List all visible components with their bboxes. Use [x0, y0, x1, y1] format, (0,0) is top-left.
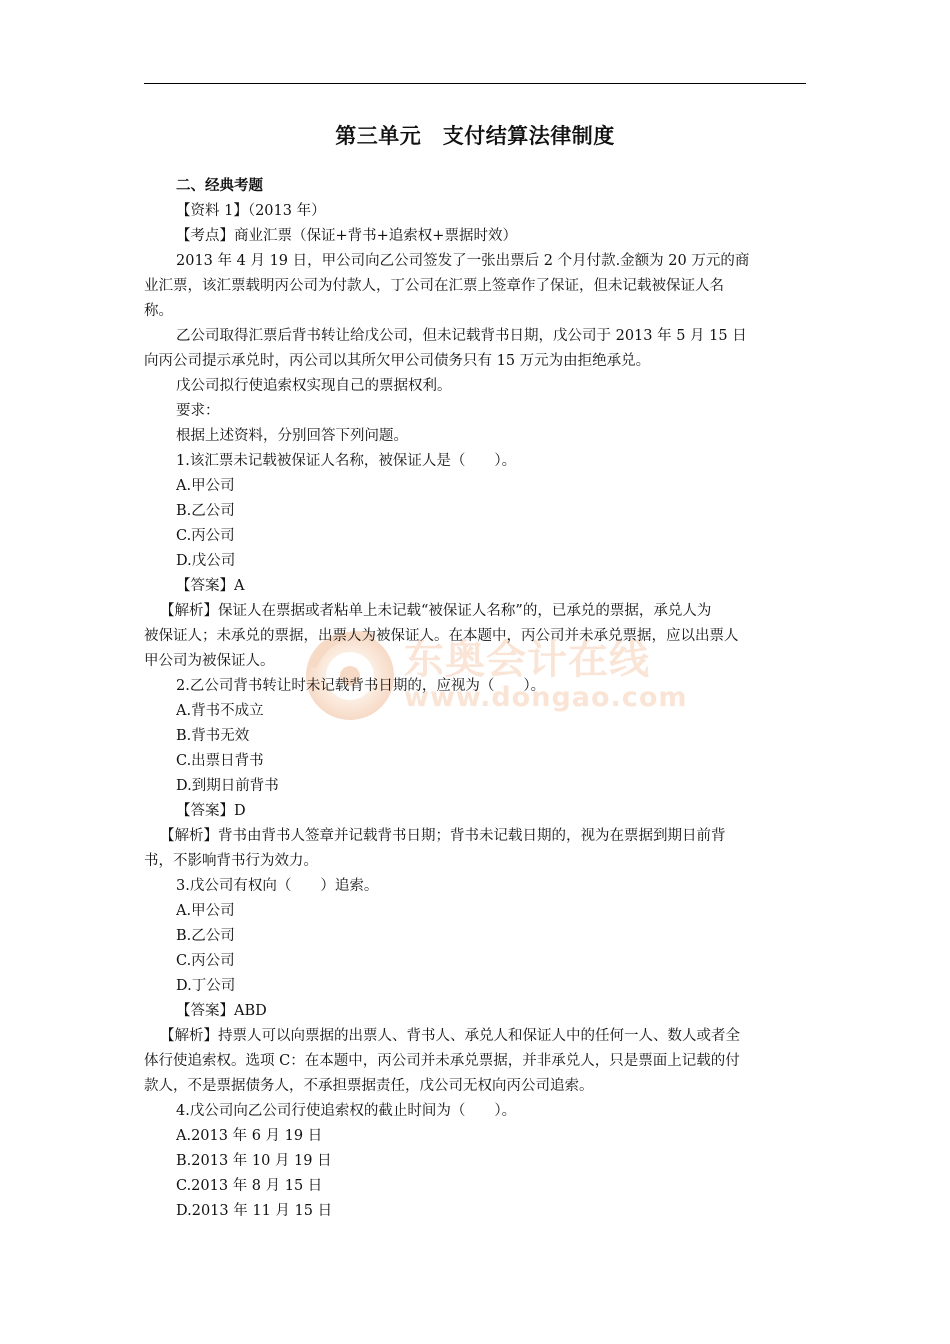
option-c: C.丙公司	[176, 953, 235, 969]
material-label: 【资料 1】（2013 年）	[176, 203, 326, 219]
analysis-line: 体行使追索权。选项 C：在本题中，丙公司并未承兑票据，并非承兑人，只是票面上记载的付	[144, 1053, 740, 1069]
option-d: D.戊公司	[176, 553, 236, 569]
option-d: D.2013 年 11 月 15 日	[176, 1203, 333, 1219]
option-a: A.甲公司	[176, 478, 235, 494]
option-d: D.丁公司	[176, 978, 236, 994]
question-stem: 1.该汇票未记载被保证人名称，被保证人是（ ）。	[176, 453, 517, 469]
case-line: 向丙公司提示承兑时，丙公司以其所欠甲公司债务只有 15 万元为由拒绝承兑。	[144, 353, 651, 369]
case-line: 戊公司拟行使追索权实现自己的票据权利。	[176, 378, 452, 394]
analysis-line: 甲公司为被保证人。	[144, 653, 275, 669]
option-b: B.2013 年 10 月 19 日	[176, 1153, 332, 1169]
option-a: A.2013 年 6 月 19 日	[176, 1128, 323, 1144]
option-c: C.出票日背书	[176, 753, 264, 769]
option-d: D.到期日前背书	[176, 778, 279, 794]
analysis-line: 被保证人；未承兑的票据，出票人为被保证人。在本题中，丙公司并未承兑票据，应以出票人	[144, 628, 739, 644]
topic-label: 【考点】商业汇票（保证+背书+追索权+票据时效）	[176, 228, 517, 244]
answer-line: 【答案】D	[176, 803, 246, 819]
option-a: A.背书不成立	[176, 703, 264, 719]
analysis-line: 【解析】持票人可以向票据的出票人、背书人、承兑人和保证人中的任何一人、数人或者全	[160, 1028, 740, 1044]
option-c: C.丙公司	[176, 528, 235, 544]
analysis-line: 【解析】保证人在票据或者粘单上未记载“被保证人名称”的，已承兑的票据，承兑人为	[160, 603, 712, 619]
answer-line: 【答案】ABD	[176, 1003, 267, 1019]
page-title: 第三单元 支付结算法律制度	[335, 124, 615, 148]
option-b: B.乙公司	[176, 503, 235, 519]
question-stem: 3.戊公司有权向（ ）追索。	[176, 878, 379, 894]
question-stem: 4.戊公司向乙公司行使追索权的截止时间为（ ）。	[176, 1103, 517, 1119]
instruction-text: 根据上述资料，分别回答下列问题。	[176, 428, 408, 444]
case-line: 称。	[144, 303, 173, 319]
option-b: B.乙公司	[176, 928, 235, 944]
requirement-label: 要求：	[176, 403, 220, 419]
option-b: B.背书无效	[176, 728, 250, 744]
analysis-line: 书，不影响背书行为效力。	[144, 853, 318, 869]
analysis-line: 款人，不是票据债务人，不承担票据责任，戊公司无权向丙公司追索。	[144, 1078, 594, 1094]
case-line: 乙公司取得汇票后背书转让给戊公司，但未记载背书日期，戊公司于 2013 年 5 月 15 日	[176, 328, 747, 344]
header-rule	[144, 83, 806, 84]
option-a: A.甲公司	[176, 903, 235, 919]
section-heading: 二、经典考题	[176, 178, 263, 194]
watermark-url: www.dongao.com	[404, 682, 688, 713]
case-line: 2013 年 4 月 19 日，甲公司向乙公司签发了一张出票后 2 个月付款.金额为 20 万元的商	[176, 253, 750, 269]
watermark-name: 东奥会计在线	[404, 637, 650, 683]
option-c: C.2013 年 8 月 15 日	[176, 1178, 323, 1194]
answer-line: 【答案】A	[176, 578, 245, 594]
question-stem: 2.乙公司背书转让时未记载背书日期的，应视为（ ）。	[176, 678, 546, 694]
case-line: 业汇票，该汇票载明丙公司为付款人，丁公司在汇票上签章作了保证，但未记载被保证人名	[144, 278, 724, 294]
analysis-line: 【解析】背书由背书人签章并记载背书日期；背书未记载日期的，视为在票据到期日前背	[160, 828, 726, 844]
